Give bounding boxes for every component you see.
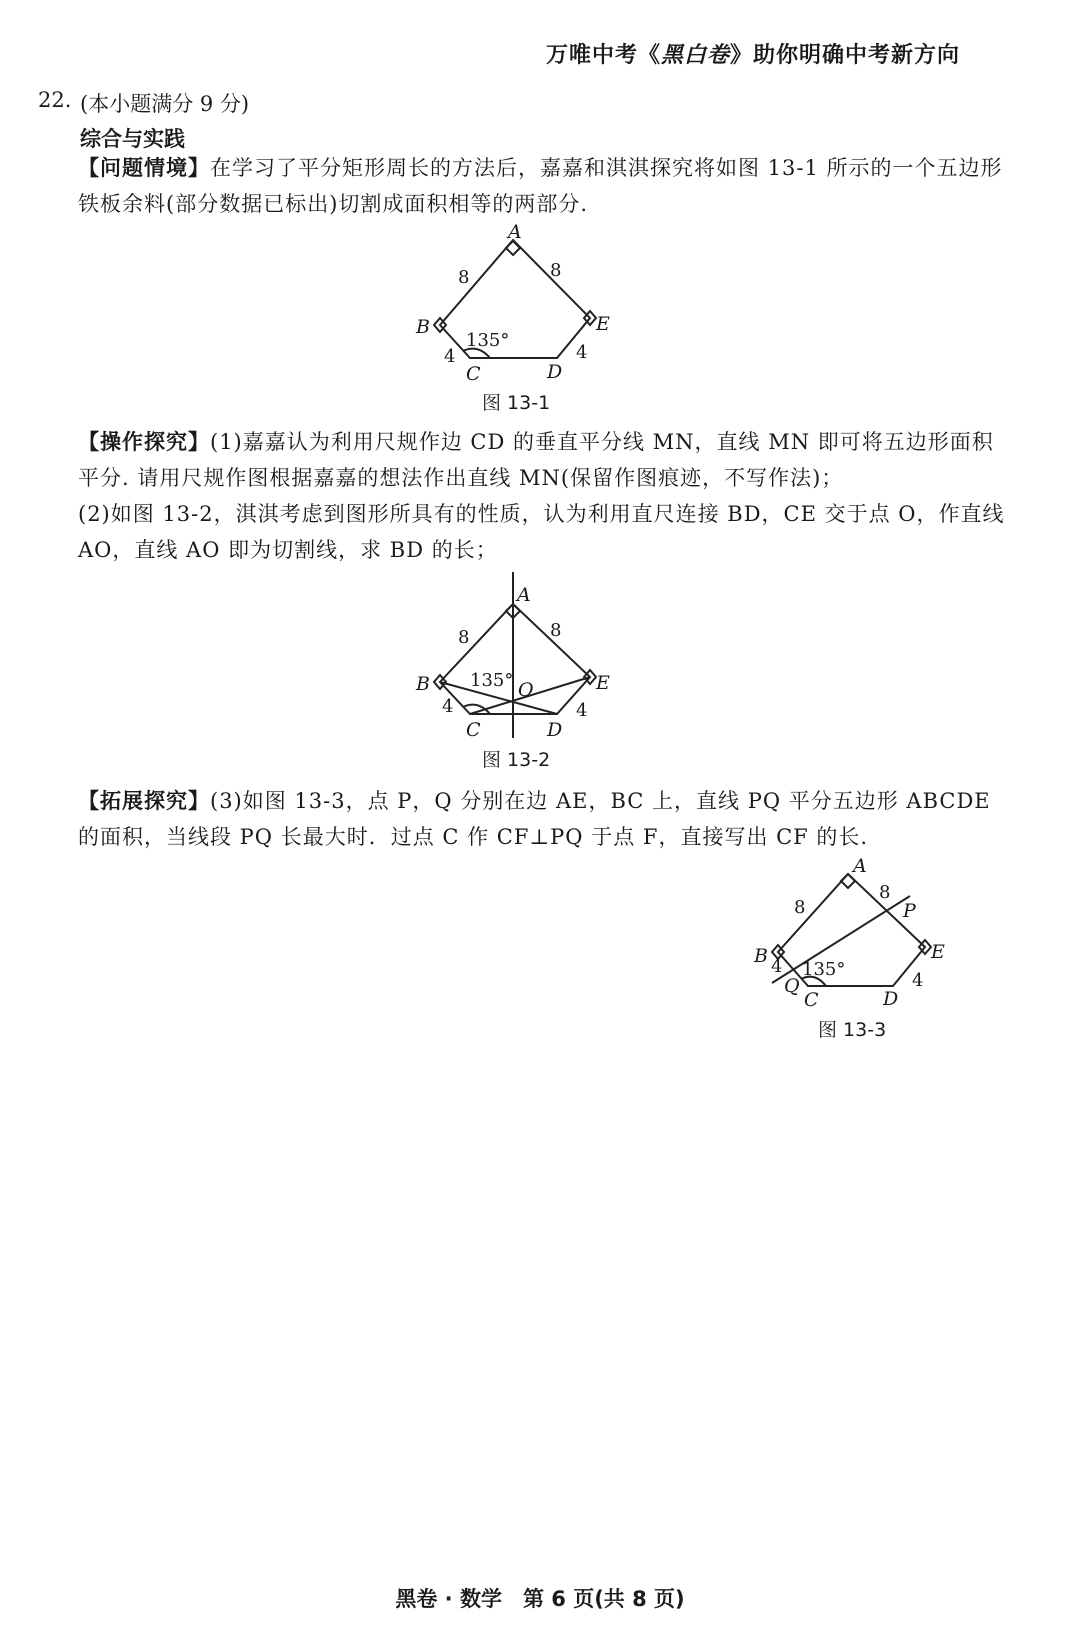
page-header: 万唯中考《黑白卷》助你明确中考新方向 xyxy=(545,43,960,68)
angle-c2: 135° xyxy=(470,670,514,691)
right-angle-mark-a3 xyxy=(841,874,855,888)
part2-paragraph xyxy=(78,496,1008,568)
pentagon-3 xyxy=(778,874,925,986)
len-de3: 4 xyxy=(912,970,924,991)
label-c3: C xyxy=(804,989,819,1011)
angle-arc-c1 xyxy=(463,349,490,358)
question-number: 22. xyxy=(38,88,72,112)
label-e1: E xyxy=(596,313,610,335)
label-p3: P xyxy=(903,900,916,922)
len-bc1: 4 xyxy=(444,346,456,367)
segment-ce xyxy=(470,677,590,714)
len-ab2: 8 xyxy=(458,627,470,648)
len-bc2: 4 xyxy=(442,696,454,717)
part2-text: (2)如图 13-2，淇淇考虑到图形所具有的性质，认为利用直尺连接 BD，CE 交于点 O，作直线 AO，直线 AO 即为切割线，求 BD 的长； xyxy=(78,502,1005,562)
len-bc3: 4 xyxy=(771,956,783,977)
extend-text: (3)如图 13-3，点 P，Q 分别在边 AE，BC 上，直线 PQ 平分五边形 ABCDE 的面积，当线段 PQ 长最大时．过点 C 作 CF⊥PQ 于点 F，直接写出 CF 的长. xyxy=(78,789,991,849)
label-b2: B xyxy=(416,673,430,695)
extend-tag: 【拓展探究】 xyxy=(78,789,210,813)
pentagon-2 xyxy=(440,604,590,714)
caption-13-2: 图 13-2 xyxy=(482,749,551,771)
angle-c3: 135° xyxy=(802,959,846,980)
right-angle-mark-e1 xyxy=(584,311,596,325)
label-a1: A xyxy=(508,221,522,243)
right-angle-mark-b2 xyxy=(434,675,446,689)
label-d3: D xyxy=(883,988,899,1010)
question-score: (本小题满分 9 分) xyxy=(80,92,250,116)
right-angle-mark-e3 xyxy=(919,940,931,954)
angle-arc-c3 xyxy=(801,977,826,986)
pentagon-1 xyxy=(440,240,590,358)
operate-text: (1)嘉嘉认为利用尺规作边 CD 的垂直平分线 MN，直线 MN 即可将五边形面积平分. 请用尺规作图根据嘉嘉的想法作出直线 MN(保留作图痕迹，不写作法)； xyxy=(78,430,994,490)
operate-paragraph xyxy=(78,424,1008,496)
len-ab1: 8 xyxy=(458,267,470,288)
label-c1: C xyxy=(466,363,481,385)
label-o2: O xyxy=(518,679,534,701)
right-angle-mark-b3 xyxy=(772,945,784,959)
right-angle-mark-e2 xyxy=(584,670,596,684)
len-de2: 4 xyxy=(576,700,588,721)
angle-c1: 135° xyxy=(466,330,510,351)
len-ae1: 8 xyxy=(550,260,562,281)
section-title: 综合与实践 xyxy=(80,127,185,151)
line-pq xyxy=(772,896,910,983)
segment-bd xyxy=(440,682,557,714)
label-e2: E xyxy=(596,672,610,694)
label-q3: Q xyxy=(784,975,800,997)
label-b1: B xyxy=(416,316,430,338)
operate-tag: 【操作探究】 xyxy=(78,430,210,454)
caption-13-3: 图 13-3 xyxy=(818,1019,887,1041)
len-ab3: 8 xyxy=(794,897,806,918)
right-angle-mark-a1 xyxy=(506,241,520,255)
len-ae3: 8 xyxy=(879,882,891,903)
label-a2: A xyxy=(517,584,531,606)
label-d2: D xyxy=(547,719,563,741)
extend-paragraph xyxy=(78,783,1008,855)
situation-tag: 【问题情境】 xyxy=(78,156,210,180)
situation-text: 在学习了平分矩形周长的方法后，嘉嘉和淇淇探究将如图 13-1 所示的一个五边形铁板余料(部分数据已标出)切割成面积相等的两部分. xyxy=(78,156,1003,216)
header-brand: 黑白卷 xyxy=(660,43,730,68)
situation-paragraph xyxy=(78,150,1008,222)
right-angle-mark-a2 xyxy=(506,604,520,618)
len-ae2: 8 xyxy=(550,620,562,641)
page-footer: 黑卷 · 数学 第 6 页(共 8 页) xyxy=(395,1587,685,1611)
label-e3: E xyxy=(931,941,945,963)
angle-arc-c2 xyxy=(463,705,490,714)
caption-13-1: 图 13-1 xyxy=(482,392,551,414)
label-b3: B xyxy=(754,945,768,967)
label-a3: A xyxy=(853,855,867,877)
len-de1: 4 xyxy=(576,342,588,363)
label-d1: D xyxy=(547,361,563,383)
label-c2: C xyxy=(466,719,481,741)
right-angle-mark-b1 xyxy=(434,318,446,332)
